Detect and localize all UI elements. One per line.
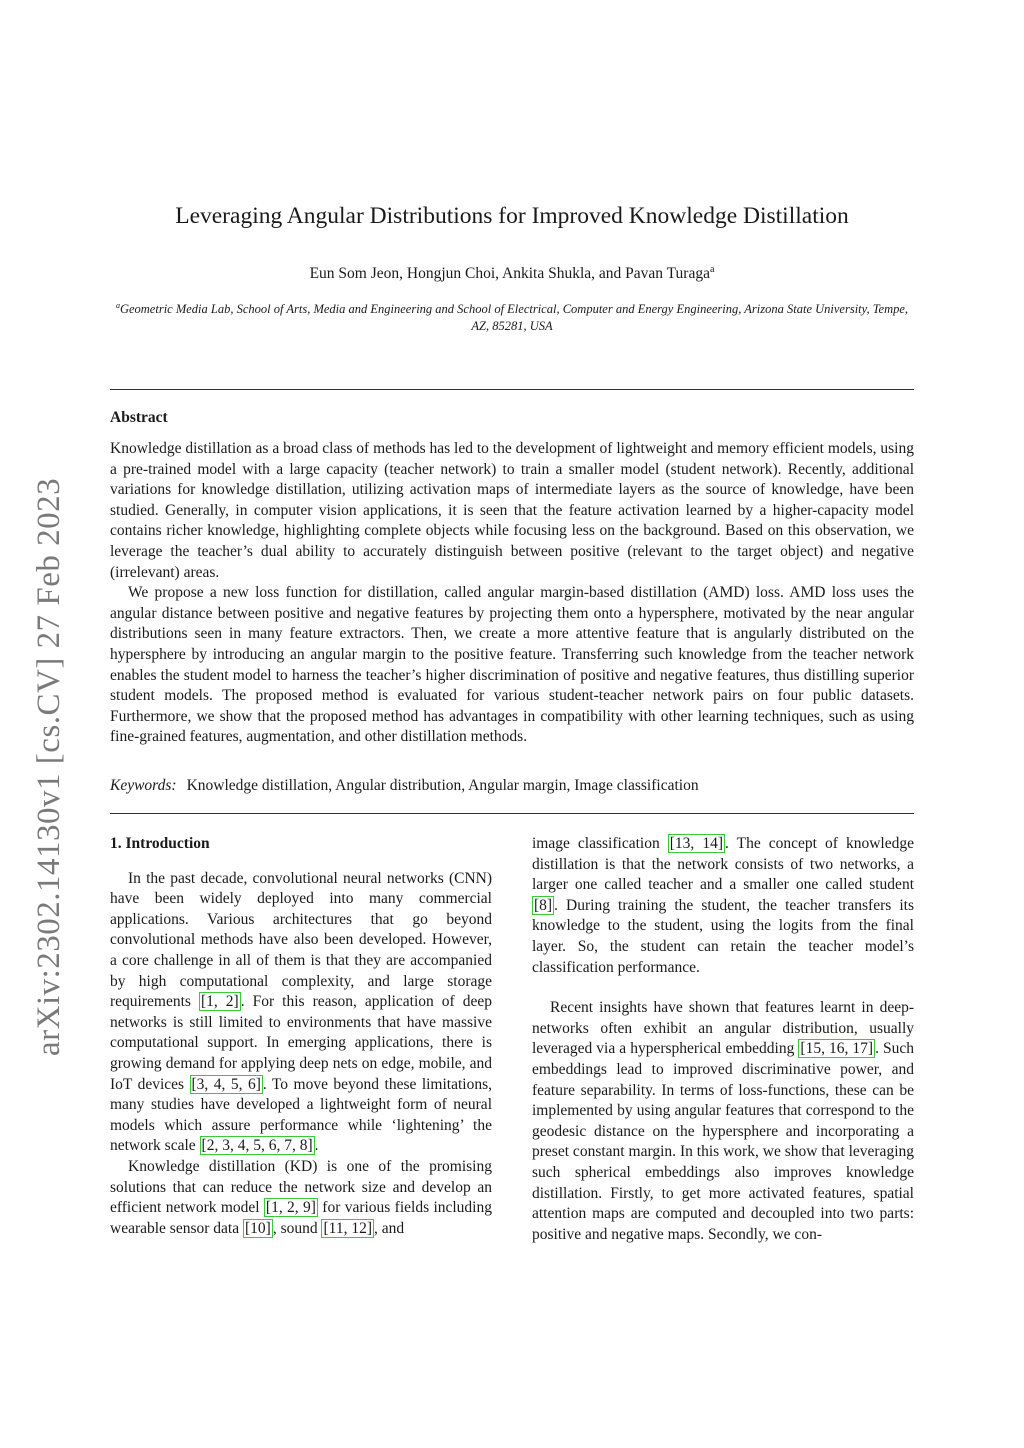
top-divider bbox=[110, 389, 914, 390]
keywords-label: Keywords: bbox=[110, 777, 177, 794]
author-names: Eun Som Jeon, Hongjun Choi, Ankita Shukla, and Pavan Turaga bbox=[309, 265, 710, 283]
affiliation-mark: a bbox=[115, 301, 120, 310]
keywords-text: Knowledge distillation, Angular distribution, Angular margin, Image classification bbox=[186, 777, 699, 794]
intro-paragraph-2: Knowledge distillation (KD) is one of the promising solutions that can reduce the network size and develop an efficient network model [1, 2, 9] for various fields including wearable sensor data [10] , sound [11, 12] , and bbox=[110, 1157, 492, 1237]
arxiv-sidebar-stamp: arXiv:2302.14130v1 [cs.CV] 27 Feb 2023 bbox=[31, 477, 67, 1056]
citation-link[interactable]: [3, 4, 5, 6] bbox=[191, 1075, 261, 1093]
abstract-heading: Abstract bbox=[110, 409, 168, 426]
affiliation bbox=[110, 297, 914, 335]
section-heading-introduction: 1. Introduction bbox=[110, 835, 210, 852]
citation-link[interactable]: [1, 2, 9] bbox=[265, 1199, 316, 1217]
abstract-paragraph-2: We propose a new loss function for distillation, called angular margin-based distillation (AMD) loss. AMD loss uses the angular distance between positive and negative features by projecting them onto a hypersphere, motivated by the near angular distributions seen in many feature extractors. Then, we create a more attentive feature that is angularly distributed on the hypersphere by introducing an angular margin to the positive feature. Transferring such knowledge from the teacher network enables the student model to harness the teacher’s higher discrimination of positive and negative features, thus distilling superior student models. The proposed method is evaluated for various student-teacher network pairs on four public datasets. Furthermore, we show that the proposed method has advantages in compatibility with other learning techniques, such as using fine-grained features, augmentation, and other distillation methods. bbox=[110, 584, 914, 746]
keywords-line bbox=[110, 776, 914, 796]
citation-link[interactable]: [8] bbox=[534, 896, 553, 914]
abstract-paragraph-1: Knowledge distillation as a broad class of methods has led to the development of lightweight and memory efficient models, using a pre-trained model with a large capacity (teacher network) to train a smaller model (student network). Recently, additional variations for knowledge distillation, utilizing activation maps of intermediate layers as the source of knowledge, have been studied. Generally, in computer vision applications, it is seen that the feature activation learned by a higher-capacity model contains richer knowledge, highlighting complete objects while focusing less on the background. Based on this observation, we leverage the teacher’s dual ability to accurately distinguish between positive (relevant to the target object) and negative (irrelevant) areas. bbox=[110, 440, 914, 581]
citation-link[interactable]: [15, 16, 17] bbox=[800, 1040, 874, 1058]
right-column bbox=[532, 834, 914, 1245]
intro-paragraph-1: In the past decade, convolutional neural networks (CNN) have been widely deployed into many commercial applications. Various architectures that go beyond convolutional methods have also been developed. However, a core challenge in all of them is that they are accompanied by high computational complexity, and large storage requirements [1, 2] . For this reason, application of deep networks is still limited to environments that have massive computational support. In emerging applications, there is growing demand for applying deep nets on edge, mobile, and IoT devices [3, 4, 5, 6] . To move beyond these limitations, many studies have developed a lightweight form of neural models which assure performance while ‘lightening’ the network scale [2, 3, 4, 5, 6, 7, 8] . bbox=[110, 869, 493, 1155]
paper-title: Leveraging Angular Distributions for Improved Knowledge Distillation bbox=[175, 203, 849, 229]
bottom-divider bbox=[110, 813, 914, 814]
abstract-body bbox=[110, 439, 914, 748]
citation-link[interactable]: [13, 14] bbox=[669, 835, 723, 852]
author-list bbox=[110, 260, 914, 284]
author-affil-mark: a bbox=[709, 264, 715, 275]
citation-link[interactable]: [11, 12] bbox=[323, 1219, 372, 1237]
intro-paragraph-3: image classification [13, 14] . The concept of knowledge distillation is that the network consists of two networks, a larger one called teacher and a smaller one called student [8] . During training the student, the teacher transfers its knowledge to the student, using the logits from the final layer. So, the student can retain the teacher model’s classification performance. bbox=[532, 835, 914, 976]
citation-link[interactable]: [1, 2] bbox=[200, 993, 239, 1011]
citation-link[interactable]: [10] bbox=[244, 1219, 271, 1237]
left-column bbox=[110, 834, 492, 1239]
affiliation-text: Geometric Media Lab, School of Arts, Media and Engineering and School of Electrical, Computer and Energy Engineering, Arizona State University, Tempe, AZ, 85281, USA bbox=[119, 302, 909, 334]
citation-link[interactable]: [2, 3, 4, 5, 6, 7, 8] bbox=[201, 1137, 313, 1155]
intro-paragraph-4: Recent insights have shown that features learnt in deep-networks often exhibit an angular distribution, usually leveraged via a hyperspherical embedding [15, 16, 17] . Such embeddings lead to improved discriminative power, and feature separability. In terms of loss-functions, these can be implemented by using angular features that correspond to the geodesic distance on the hypersphere and incorporating a preset constant margin. In this work, we show that leveraging such spherical embeddings also improves knowledge distillation. Firstly, to get more activated features, spatial attention maps are computed and decoupled into two parts: positive and negative maps. Secondly, we con- bbox=[532, 999, 914, 1243]
